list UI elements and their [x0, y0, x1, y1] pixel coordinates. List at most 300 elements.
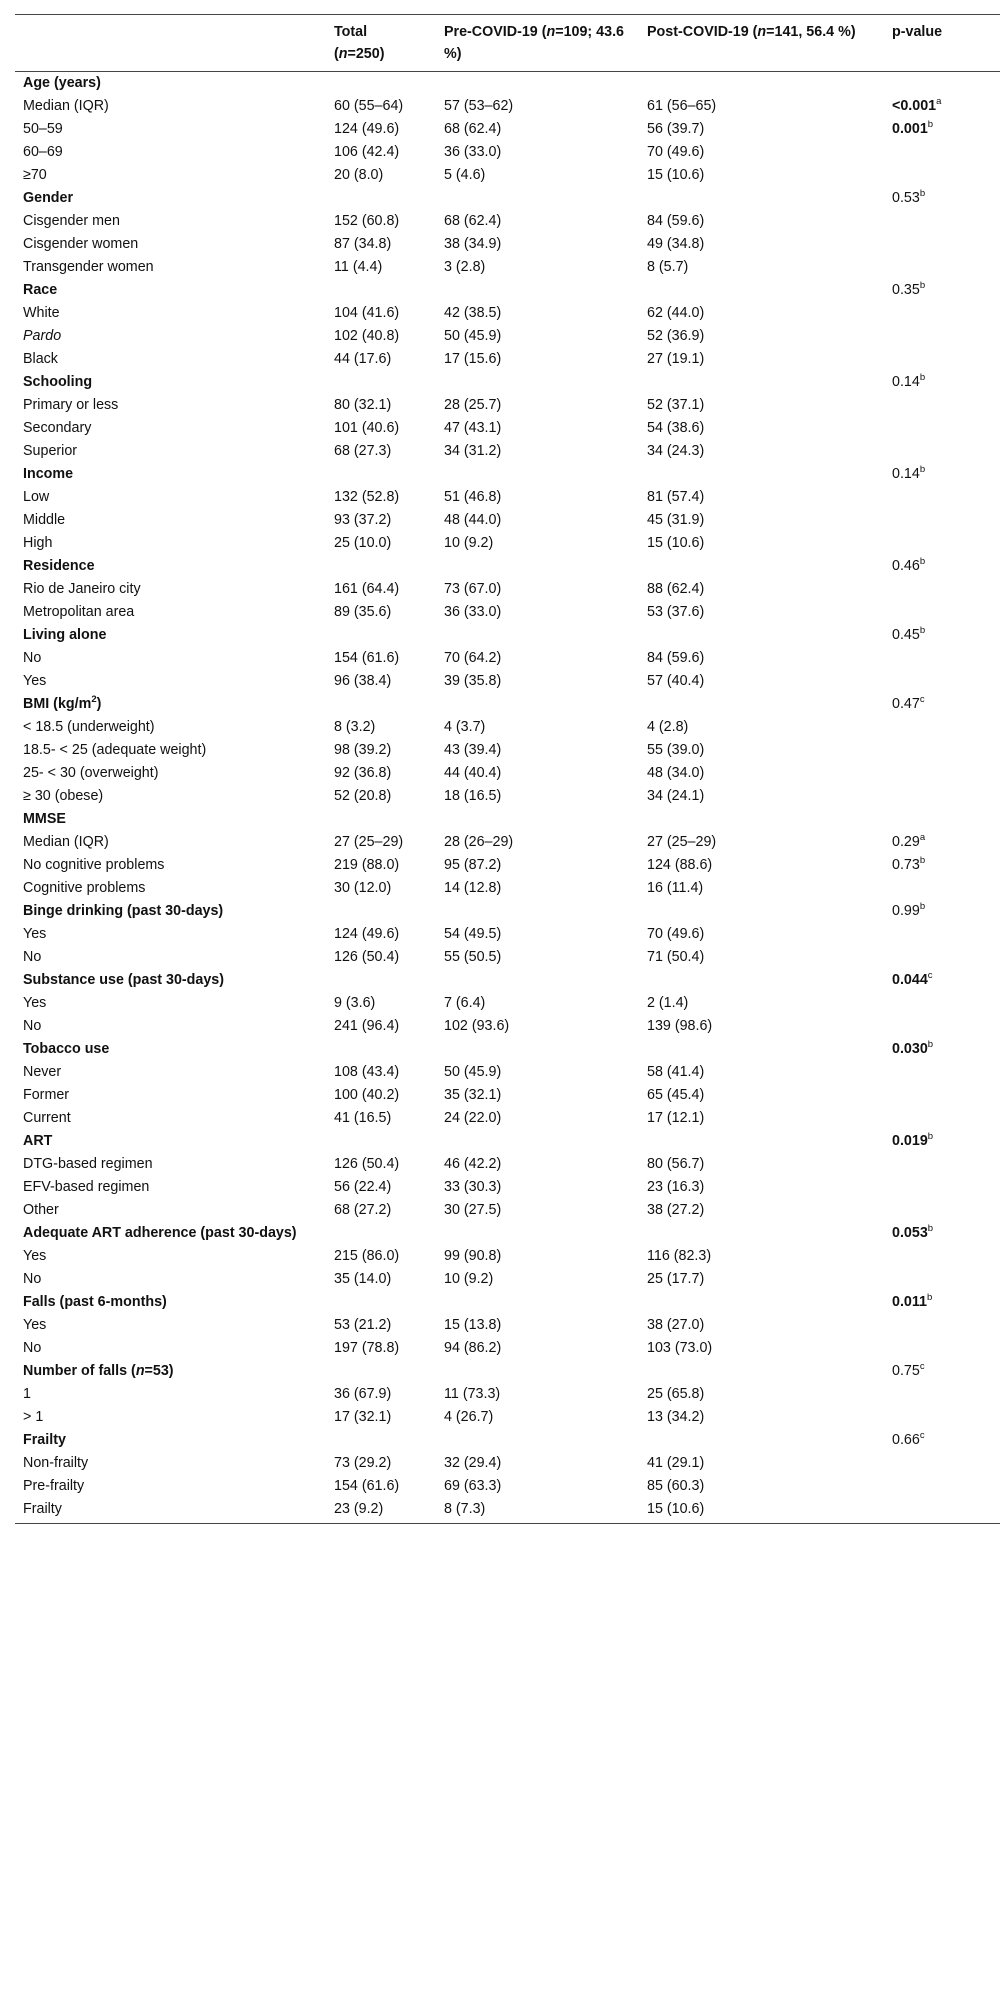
cell-total: 41 (16.5)	[334, 1110, 392, 1126]
cell-post-covid	[639, 900, 884, 923]
cell-post-covid	[639, 187, 884, 210]
cell-pre-covid: 30 (27.5)	[444, 1202, 502, 1218]
cell-pre-covid: 68 (62.4)	[444, 213, 502, 229]
cell-p-value	[884, 1268, 1000, 1291]
table-row	[15, 1383, 1000, 1406]
label-text: Non-frailty	[23, 1455, 89, 1471]
cell-pre-covid: 39 (35.8)	[444, 673, 502, 689]
cell-post-covid: 53 (37.6)	[647, 604, 705, 620]
cell-p-value	[884, 1498, 1000, 1524]
table-header-row	[15, 15, 1000, 72]
row-label	[15, 578, 326, 601]
p-value-footnote: c	[919, 1361, 925, 1373]
table-row	[15, 1406, 1000, 1429]
table-row	[15, 532, 1000, 555]
cell-pre-covid: 50 (45.9)	[444, 1064, 502, 1080]
cell-pre-covid: 10 (9.2)	[444, 535, 494, 551]
row-label	[15, 486, 326, 509]
table-row	[15, 95, 1000, 118]
cell-p-value	[884, 371, 1000, 394]
label-text: Binge drinking (past 30-days)	[23, 903, 224, 919]
cell-total: 56 (22.4)	[334, 1179, 392, 1195]
table-row	[15, 1153, 1000, 1176]
table-row	[15, 992, 1000, 1015]
label-text: 50–59	[23, 121, 63, 137]
cell-post-covid: 84 (59.6)	[647, 213, 705, 229]
cell-total	[326, 1038, 436, 1061]
label-text: White	[23, 305, 60, 321]
label-text: Frailty	[23, 1432, 66, 1448]
cell-total: 219 (88.0)	[334, 857, 400, 873]
row-label	[15, 877, 326, 900]
cell-post-covid: 70 (49.6)	[647, 926, 705, 942]
cell-p-value	[884, 1429, 1000, 1452]
cell-post-covid	[639, 969, 884, 992]
cell-pre-covid: 36 (33.0)	[444, 604, 502, 620]
cell-post-covid	[639, 1291, 884, 1314]
label-text: Yes	[23, 995, 47, 1011]
label-text: Median (IQR)	[23, 98, 109, 114]
cell-total	[326, 1222, 436, 1245]
table-row	[15, 1452, 1000, 1475]
cell-post-covid: 45 (31.9)	[647, 512, 705, 528]
p-value-footnote: b	[919, 188, 926, 200]
cell-pre-covid: 10 (9.2)	[444, 1271, 494, 1287]
cell-post-covid: 41 (29.1)	[647, 1455, 705, 1471]
cell-p-value	[884, 1245, 1000, 1268]
cell-total: 52 (20.8)	[334, 788, 392, 804]
cell-p-value	[884, 509, 1000, 532]
category-row	[15, 1291, 1000, 1314]
label-text: Cisgender women	[23, 236, 139, 252]
p-value-text: 0.53	[892, 190, 920, 206]
p-value-text: <0.001	[892, 98, 937, 114]
cell-p-value	[884, 1383, 1000, 1406]
cell-pre-covid: 4 (3.7)	[444, 719, 486, 735]
cell-post-covid: 85 (60.3)	[647, 1478, 705, 1494]
cell-pre-covid: 55 (50.5)	[444, 949, 502, 965]
cell-total: 96 (38.4)	[334, 673, 392, 689]
label-text: Never	[23, 1064, 62, 1080]
cell-post-covid: 27 (19.1)	[647, 351, 705, 367]
cell-total: 197 (78.8)	[334, 1340, 400, 1356]
label-tail: )	[96, 696, 102, 712]
cell-total: 68 (27.3)	[334, 443, 392, 459]
label-text: Falls (past 6-months)	[23, 1294, 167, 1310]
cell-p-value	[884, 1130, 1000, 1153]
cell-p-value	[884, 187, 1000, 210]
table-row	[15, 1015, 1000, 1038]
table-row	[15, 1268, 1000, 1291]
p-value-text: 0.47	[892, 696, 920, 712]
p-value-text: 0.030	[892, 1041, 928, 1057]
cell-post-covid	[639, 1429, 884, 1452]
cell-p-value	[884, 601, 1000, 624]
cell-pre-covid: 102 (93.6)	[444, 1018, 510, 1034]
cell-post-covid: 15 (10.6)	[647, 167, 705, 183]
cell-pre-covid: 14 (12.8)	[444, 880, 502, 896]
p-value-footnote: b	[919, 464, 926, 476]
cell-pre-covid: 28 (26–29)	[444, 834, 514, 850]
cell-total: 104 (41.6)	[334, 305, 400, 321]
cell-p-value	[884, 325, 1000, 348]
table-row	[15, 440, 1000, 463]
cell-post-covid: 4 (2.8)	[647, 719, 689, 735]
label-text: ≥ 30 (obese)	[23, 788, 104, 804]
table-row	[15, 256, 1000, 279]
p-value-text: 0.001	[892, 121, 928, 137]
cell-post-covid	[639, 371, 884, 394]
cell-total: 30 (12.0)	[334, 880, 392, 896]
header-pre-covid: Pre-COVID-19 (n=109; 43.6 %)	[436, 15, 639, 72]
row-label	[15, 1199, 326, 1222]
cell-pre-covid: 94 (86.2)	[444, 1340, 502, 1356]
cell-p-value	[884, 463, 1000, 486]
label-text: Pre-frailty	[23, 1478, 85, 1494]
label-text: 60–69	[23, 144, 63, 160]
cell-post-covid: 65 (45.4)	[647, 1087, 705, 1103]
cell-pre-covid: 48 (44.0)	[444, 512, 502, 528]
cell-total: 124 (49.6)	[334, 121, 400, 137]
cell-post-covid: 57 (40.4)	[647, 673, 705, 689]
cell-total	[326, 1429, 436, 1452]
cell-p-value	[884, 1222, 1000, 1245]
row-label	[15, 647, 326, 670]
cell-p-value	[884, 348, 1000, 371]
p-value-text: 0.45	[892, 627, 920, 643]
row-label	[15, 164, 326, 187]
category-label	[15, 463, 326, 486]
category-label	[15, 555, 326, 578]
category-row	[15, 371, 1000, 394]
cell-total	[326, 808, 436, 831]
p-value-text: 0.053	[892, 1225, 928, 1241]
row-label	[15, 1107, 326, 1130]
cell-post-covid: 81 (57.4)	[647, 489, 705, 505]
table-row	[15, 831, 1000, 854]
p-value-footnote: b	[919, 625, 926, 637]
cell-p-value	[884, 831, 1000, 854]
cell-p-value	[884, 210, 1000, 233]
cell-post-covid: 139 (98.6)	[647, 1018, 713, 1034]
cell-post-covid: 61 (56–65)	[647, 98, 717, 114]
cell-pre-covid: 18 (16.5)	[444, 788, 502, 804]
cell-pre-covid: 95 (87.2)	[444, 857, 502, 873]
cell-post-covid: 16 (11.4)	[647, 880, 704, 896]
cell-total	[326, 555, 436, 578]
cell-post-covid: 103 (73.0)	[647, 1340, 713, 1356]
cell-pre-covid: 47 (43.1)	[444, 420, 502, 436]
cell-pre-covid: 69 (63.3)	[444, 1478, 502, 1494]
cell-total	[326, 900, 436, 923]
cell-total: 35 (14.0)	[334, 1271, 392, 1287]
label-text: Race	[23, 282, 58, 298]
cell-pre-covid	[436, 900, 639, 923]
cell-post-covid: 49 (34.8)	[647, 236, 705, 252]
cell-p-value	[884, 1038, 1000, 1061]
cell-pre-covid: 3 (2.8)	[444, 259, 486, 275]
p-value-footnote: b	[919, 901, 926, 913]
label-text: Superior	[23, 443, 78, 459]
p-value-text: 0.46	[892, 558, 920, 574]
cell-p-value	[884, 1015, 1000, 1038]
row-label	[15, 141, 326, 164]
label-text: Substance use (past 30-days)	[23, 972, 225, 988]
table-row	[15, 946, 1000, 969]
cell-p-value	[884, 72, 1000, 96]
cell-pre-covid: 7 (6.4)	[444, 995, 486, 1011]
label-text: Primary or less	[23, 397, 119, 413]
p-value-text: 0.66	[892, 1432, 920, 1448]
cell-p-value	[884, 1314, 1000, 1337]
table-row	[15, 1314, 1000, 1337]
cell-post-covid: 62 (44.0)	[647, 305, 705, 321]
category-row	[15, 187, 1000, 210]
cell-post-covid: 80 (56.7)	[647, 1156, 705, 1172]
cell-total: 108 (43.4)	[334, 1064, 400, 1080]
table-row	[15, 1337, 1000, 1360]
cell-post-covid: 124 (88.6)	[647, 857, 713, 873]
cell-post-covid: 15 (10.6)	[639, 1498, 884, 1524]
cell-pre-covid: 57 (53–62)	[444, 98, 514, 114]
cell-total: 124 (49.6)	[334, 926, 400, 942]
cell-total: 17 (32.1)	[334, 1409, 392, 1425]
cell-total: 89 (35.6)	[334, 604, 392, 620]
cell-post-covid	[639, 555, 884, 578]
label-text: Number of falls (	[23, 1363, 136, 1379]
label-text: ART	[23, 1133, 53, 1149]
cell-pre-covid: 11 (73.3)	[444, 1386, 501, 1402]
cell-p-value	[884, 1153, 1000, 1176]
cell-p-value	[884, 302, 1000, 325]
label-text: Secondary	[23, 420, 92, 436]
cell-total: 53 (21.2)	[334, 1317, 392, 1333]
p-value-text: 0.14	[892, 374, 920, 390]
cell-p-value	[884, 256, 1000, 279]
cell-total	[326, 624, 436, 647]
p-value-footnote: b	[927, 1292, 933, 1304]
table-row	[15, 854, 1000, 877]
cell-post-covid: 8 (5.7)	[647, 259, 689, 275]
cell-total: 68 (27.2)	[334, 1202, 392, 1218]
label-text: Yes	[23, 673, 47, 689]
table-row	[15, 1084, 1000, 1107]
table-row	[15, 739, 1000, 762]
cell-post-covid: 2 (1.4)	[647, 995, 689, 1011]
cell-p-value	[884, 946, 1000, 969]
p-value-footnote: b	[919, 372, 926, 384]
table-row	[15, 877, 1000, 900]
p-value-footnote: b	[919, 556, 926, 568]
cell-pre-covid: 28 (25.7)	[444, 397, 502, 413]
table-row	[15, 670, 1000, 693]
row-label	[15, 417, 326, 440]
label-text: Yes	[23, 1317, 47, 1333]
label-text: MMSE	[23, 811, 66, 827]
cell-post-covid	[639, 1360, 884, 1383]
cell-p-value	[884, 716, 1000, 739]
label-text: Residence	[23, 558, 95, 574]
row-label	[15, 1176, 326, 1199]
cell-p-value	[884, 1360, 1000, 1383]
cell-pre-covid	[436, 1360, 639, 1383]
cell-total: 126 (50.4)	[334, 949, 400, 965]
cell-post-covid: 34 (24.3)	[647, 443, 705, 459]
cell-total	[326, 72, 436, 96]
cell-total: 101 (40.6)	[334, 420, 400, 436]
p-value-footnote: b	[919, 855, 926, 867]
label-text: Black	[23, 351, 58, 367]
category-label	[15, 624, 326, 647]
cell-total	[326, 187, 436, 210]
table-row	[15, 210, 1000, 233]
cell-pre-covid: 17 (15.6)	[444, 351, 502, 367]
cell-post-covid: 34 (24.1)	[647, 788, 705, 804]
label-text: EFV-based regimen	[23, 1179, 150, 1195]
cell-p-value	[884, 1452, 1000, 1475]
cell-p-value	[884, 440, 1000, 463]
table-row	[15, 1475, 1000, 1498]
table-row	[15, 1061, 1000, 1084]
cell-pre-covid: 32 (29.4)	[444, 1455, 502, 1471]
category-row	[15, 900, 1000, 923]
table-row	[15, 325, 1000, 348]
cell-p-value	[884, 739, 1000, 762]
cell-total: 106 (42.4)	[334, 144, 400, 160]
category-label	[15, 1360, 326, 1383]
cell-total: 93 (37.2)	[334, 512, 392, 528]
cell-post-covid: 25 (17.7)	[647, 1271, 705, 1287]
cell-pre-covid: 34 (31.2)	[444, 443, 502, 459]
cell-p-value	[884, 1406, 1000, 1429]
row-label	[15, 601, 326, 624]
cell-pre-covid: 68 (62.4)	[444, 121, 502, 137]
cell-p-value	[884, 1061, 1000, 1084]
cell-pre-covid	[436, 555, 639, 578]
cell-p-value	[884, 900, 1000, 923]
cell-post-covid: 84 (59.6)	[647, 650, 705, 666]
cell-total	[326, 371, 436, 394]
row-label	[15, 992, 326, 1015]
cell-p-value	[884, 95, 1000, 118]
table-row	[15, 164, 1000, 187]
row-label	[15, 118, 326, 141]
table-row	[15, 716, 1000, 739]
cell-total: 80 (32.1)	[334, 397, 392, 413]
row-label	[15, 1383, 326, 1406]
p-value-text: 0.73	[892, 857, 920, 873]
label-text: DTG-based regimen	[23, 1156, 153, 1172]
cell-p-value	[884, 555, 1000, 578]
cell-pre-covid: 99 (90.8)	[444, 1248, 502, 1264]
label-text: Rio de Janeiro city	[23, 581, 141, 597]
label-text: Yes	[23, 1248, 47, 1264]
label-text: Gender	[23, 190, 74, 206]
cell-total: 154 (61.6)	[334, 1478, 400, 1494]
cell-p-value	[884, 693, 1000, 716]
label-text: Cognitive problems	[23, 880, 146, 896]
cell-total	[326, 969, 436, 992]
cell-total: 20 (8.0)	[334, 167, 384, 183]
row-label	[15, 785, 326, 808]
category-label	[15, 1291, 326, 1314]
cell-p-value	[884, 417, 1000, 440]
category-row	[15, 693, 1000, 716]
category-label	[15, 693, 326, 716]
header-p-value: p-value	[884, 15, 1000, 72]
cell-post-covid: 71 (50.4)	[647, 949, 705, 965]
label-text: Living alone	[23, 627, 107, 643]
row-label	[15, 394, 326, 417]
cell-post-covid: 27 (25–29)	[647, 834, 717, 850]
row-label	[15, 1337, 326, 1360]
category-label	[15, 1222, 326, 1245]
cell-post-covid	[639, 1222, 884, 1245]
p-value-footnote: c	[919, 1430, 925, 1442]
label-text: Former	[23, 1087, 70, 1103]
table-row	[15, 1199, 1000, 1222]
table-row	[15, 762, 1000, 785]
cell-post-covid: 48 (34.0)	[647, 765, 705, 781]
label-text: Middle	[23, 512, 66, 528]
cell-pre-covid: 46 (42.2)	[444, 1156, 502, 1172]
label-tail: =53)	[144, 1363, 174, 1379]
cell-total: 154 (61.6)	[334, 650, 400, 666]
row-label	[15, 1015, 326, 1038]
p-value-text: 0.14	[892, 466, 920, 482]
label-text: Yes	[23, 926, 47, 942]
table-row	[15, 233, 1000, 256]
category-label	[15, 1038, 326, 1061]
cell-pre-covid: 38 (34.9)	[444, 236, 502, 252]
cell-post-covid: 56 (39.7)	[647, 121, 705, 137]
cell-post-covid	[639, 279, 884, 302]
cell-post-covid: 25 (65.8)	[647, 1386, 705, 1402]
label-text: Current	[23, 1110, 71, 1126]
category-label	[15, 808, 326, 831]
label-text: Metropolitan area	[23, 604, 135, 620]
row-label	[15, 440, 326, 463]
label-text: BMI (kg/m	[23, 696, 92, 712]
cell-pre-covid	[436, 1429, 639, 1452]
cell-p-value	[884, 578, 1000, 601]
cell-p-value	[884, 1199, 1000, 1222]
row-label	[15, 831, 326, 854]
cell-pre-covid	[436, 463, 639, 486]
cell-pre-covid: 33 (30.3)	[444, 1179, 502, 1195]
category-row	[15, 555, 1000, 578]
cell-p-value	[884, 1084, 1000, 1107]
category-label	[15, 1130, 326, 1153]
table-row	[15, 394, 1000, 417]
cell-total: 23 (9.2)	[326, 1498, 436, 1524]
row-label	[15, 532, 326, 555]
cell-p-value	[884, 762, 1000, 785]
cell-pre-covid	[436, 371, 639, 394]
cell-p-value	[884, 624, 1000, 647]
cell-total: 60 (55–64)	[334, 98, 404, 114]
table-row	[15, 509, 1000, 532]
p-value-footnote: b	[927, 1039, 934, 1051]
table-row	[15, 302, 1000, 325]
cell-post-covid: 17 (12.1)	[647, 1110, 705, 1126]
table-row	[15, 601, 1000, 624]
label-text: 25- < 30 (overweight)	[23, 765, 159, 781]
cell-p-value	[884, 923, 1000, 946]
cell-p-value	[884, 164, 1000, 187]
cell-total: 87 (34.8)	[334, 236, 392, 252]
cell-pre-covid	[436, 969, 639, 992]
